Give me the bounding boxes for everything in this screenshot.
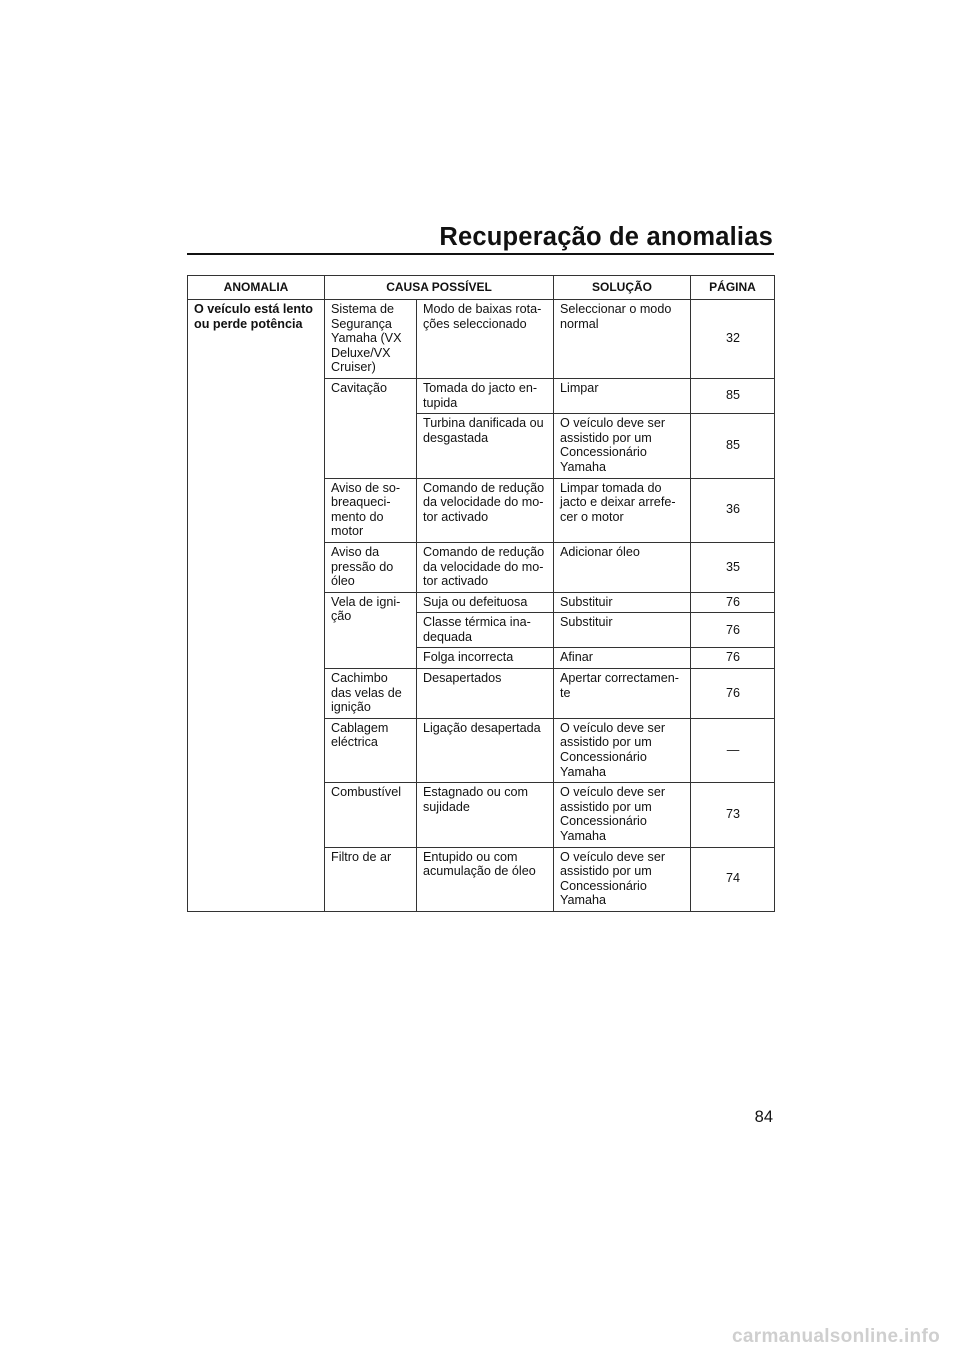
- detail-cell: Comando de redução da velocidade do mo-tor activado: [417, 542, 554, 592]
- column-header-anomaly: ANOMALIA: [188, 276, 325, 300]
- page-ref-cell: 76: [691, 613, 775, 648]
- cause-cell: Aviso de so-breaqueci-mento do motor: [325, 478, 417, 542]
- page-ref-cell: 36: [691, 478, 775, 542]
- detail-cell: Classe térmica ina-dequada: [417, 613, 554, 648]
- page-ref-cell: 73: [691, 783, 775, 847]
- solution-cell: Limpar tomada do jacto e deixar arrefe-cer o motor: [554, 478, 691, 542]
- solution-cell: O veículo deve ser assistido por um Concessionário Yamaha: [554, 414, 691, 478]
- solution-cell: Substituir: [554, 613, 691, 648]
- column-header-solution: SOLUÇÃO: [554, 276, 691, 300]
- watermark: carmanualsonline.info: [732, 1326, 940, 1347]
- title-rule: [187, 253, 774, 255]
- detail-cell: Estagnado ou com sujidade: [417, 783, 554, 847]
- solution-cell: O veículo deve ser assistido por um Concessionário Yamaha: [554, 718, 691, 782]
- anomaly-cell: O veículo está lento ou perde potência: [188, 300, 325, 912]
- page-ref-cell: 76: [691, 648, 775, 669]
- solution-cell: Limpar: [554, 378, 691, 413]
- page-ref-cell: 35: [691, 542, 775, 592]
- solution-cell: O veículo deve ser assistido por um Concessionário Yamaha: [554, 783, 691, 847]
- table-header-row: [188, 276, 775, 300]
- page-ref-cell: 85: [691, 378, 775, 413]
- solution-cell: Adicionar óleo: [554, 542, 691, 592]
- page-ref-cell: 76: [691, 592, 775, 613]
- column-header-cause: CAUSA POSSÍVEL: [325, 276, 554, 300]
- detail-cell: Turbina danificada ou desgastada: [417, 414, 554, 478]
- cause-cell: Vela de igni-ção: [325, 592, 417, 668]
- detail-cell: Desapertados: [417, 669, 554, 719]
- detail-cell: Modo de baixas rota-ções seleccionado: [417, 300, 554, 379]
- cause-cell: Cachimbo das velas de ignição: [325, 669, 417, 719]
- detail-cell: Tomada do jacto en-tupida: [417, 378, 554, 413]
- detail-cell: Entupido ou com acumulação de óleo: [417, 847, 554, 911]
- solution-cell: O veículo deve ser assistido por um Concessionário Yamaha: [554, 847, 691, 911]
- solution-cell: Apertar correctamen-te: [554, 669, 691, 719]
- page-ref-cell: 32: [691, 300, 775, 379]
- page-ref-cell: —: [691, 718, 775, 782]
- cause-cell: Cavitação: [325, 378, 417, 478]
- page-ref-cell: 85: [691, 414, 775, 478]
- solution-cell: Afinar: [554, 648, 691, 669]
- cause-cell: Cablagem eléctrica: [325, 718, 417, 782]
- page-title: Recuperação de anomalias: [439, 223, 773, 251]
- solution-cell: Substituir: [554, 592, 691, 613]
- page-number: 84: [754, 1108, 773, 1126]
- page-ref-cell: 76: [691, 669, 775, 719]
- cause-cell: Combustível: [325, 783, 417, 847]
- cause-cell: Aviso da pressão do óleo: [325, 542, 417, 592]
- detail-cell: Ligação desapertada: [417, 718, 554, 782]
- cause-cell: Sistema de Segurança Yamaha (VX Deluxe/VX Cruiser): [325, 300, 417, 379]
- page-ref-cell: 74: [691, 847, 775, 911]
- column-header-page: PÁGINA: [691, 276, 775, 300]
- solution-cell: Seleccionar o modo normal: [554, 300, 691, 379]
- cause-cell: Filtro de ar: [325, 847, 417, 911]
- troubleshooting-table: [187, 275, 775, 912]
- detail-cell: Folga incorrecta: [417, 648, 554, 669]
- detail-cell: Suja ou defeituosa: [417, 592, 554, 613]
- detail-cell: Comando de redução da velocidade do mo-tor activado: [417, 478, 554, 542]
- table-row: [188, 300, 775, 379]
